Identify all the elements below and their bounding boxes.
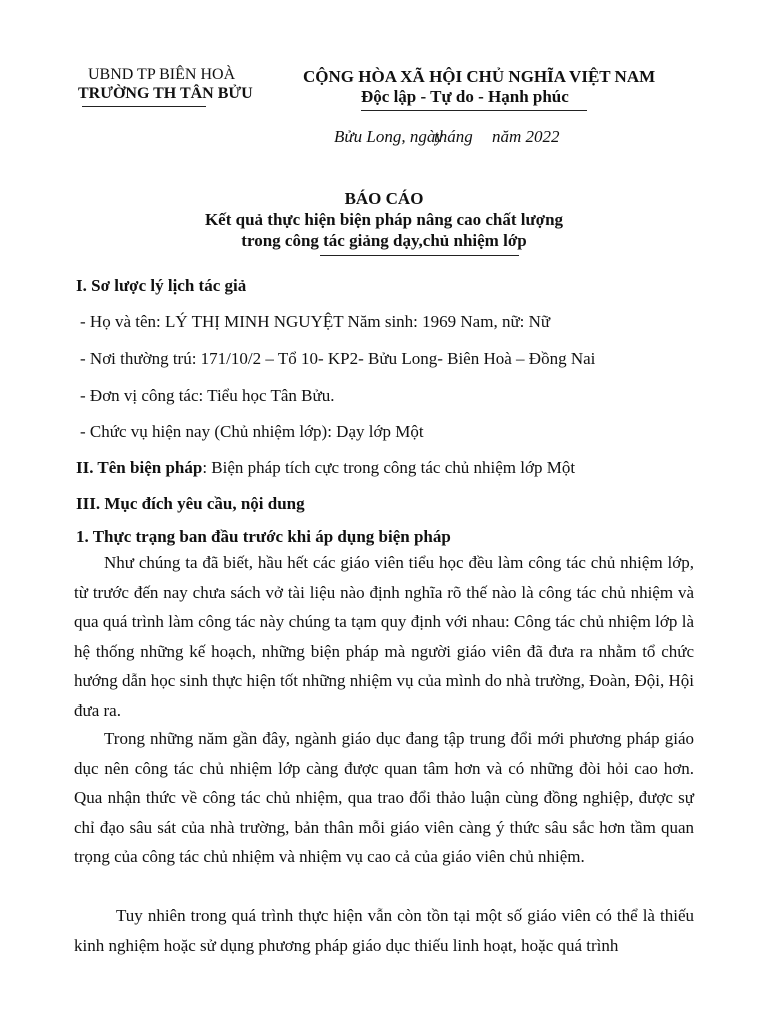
report-title: BÁO CÁO [344, 189, 424, 208]
org-underline [82, 106, 206, 107]
date-year: năm 2022 [492, 127, 560, 146]
position-line: - Chức vụ hiện nay (Chủ nhiệm lớp): Dạy lớp Một [80, 422, 424, 441]
nation-heading: CỘNG HÒA XÃ HỘI CHỦ NGHĨA VIỆT NAM [303, 67, 656, 86]
section-2-line [76, 458, 575, 478]
section-2-text: : Biện pháp tích cực trong công tác chủ nhiệm lớp Một [202, 458, 576, 477]
paragraph-2: Trong những năm gần đây, ngành giáo dục đang tập trung đổi mới phương pháp giáo dục nên công tác chủ nhiệm lớp càng được quan tâm hơn và có những đòi hỏi cao hơn. Qua nhận thức về công tác chủ nhiệm, qua trao đổi thảo luận cùng đồng nghiệp, được sự chỉ đạo sâu sát của nhà trường, bản thân mỗi giáo viên càng ý thức sâu sắc hơn tầm quan trọng của công tác chủ nhiệm và nhiệm vụ cao cả của giáo viên chủ nhiệm. [74, 729, 694, 867]
org-line-2: TRƯỜNG TH TÂN BỬU [78, 85, 253, 102]
org-line-1: UBND TP BIÊN HOÀ [88, 66, 236, 83]
report-subtitle-1: Kết quả thực hiện biện pháp nâng cao chất lượng [204, 210, 564, 229]
date-month: tháng [434, 127, 473, 146]
title-underline [320, 255, 519, 256]
author-name-line: - Họ và tên: LÝ THỊ MINH NGUYỆT Năm sinh: 1969 Nam, nữ: Nữ [80, 312, 551, 331]
section-1-heading: I. Sơ lược lý lịch tác giả [76, 276, 247, 295]
section-3-heading: III. Mục đích yêu cầu, nội dung [76, 494, 305, 513]
motto-underline [361, 110, 587, 111]
work-unit-line: - Đơn vị công tác: Tiểu học Tân Bửu. [80, 386, 335, 405]
subsection-1-heading: 1. Thực trạng ban đầu trước khi áp dụng biện pháp [76, 527, 451, 546]
report-subtitle-2: trong công tác giảng dạy,chủ nhiệm lớp [241, 231, 527, 250]
date-line [334, 127, 562, 147]
section-2-label: II. Tên biện pháp [76, 458, 203, 477]
date-place: Bửu Long, ngày [334, 127, 443, 146]
motto: Độc lập - Tự do - Hạnh phúc [361, 87, 569, 106]
paragraph-1: Như chúng ta đã biết, hầu hết các giáo viên tiểu học đều làm công tác chủ nhiệm lớp, từ trước đến nay chưa sách vở tài liệu nào định nghĩa rõ thế nào là công tác chủ nhiệm và qua quá trình làm công tác này chúng ta tạm quy định với nhau: Công tác chủ nhiệm lớp là hệ thống những kế hoạch, những biện pháp mà người giáo viên đã đưa ra nhằm tổ chức hướng dẫn học sinh thực hiện tốt những nhiệm vụ của mình do nhà trường, Đoàn, Đội, Hội đưa ra. [74, 553, 694, 720]
paragraph-3: Tuy nhiên trong quá trình thực hiện vẫn còn tồn tại một số giáo viên có thể là thiếu kinh nghiệm hoặc sử dụng phương pháp giáo dục thiếu linh hoạt, hoặc quá trình [74, 906, 694, 955]
residence-line: - Nơi thường trú: 171/10/2 – Tổ 10- KP2- Bửu Long- Biên Hoà – Đồng Nai [80, 349, 596, 368]
